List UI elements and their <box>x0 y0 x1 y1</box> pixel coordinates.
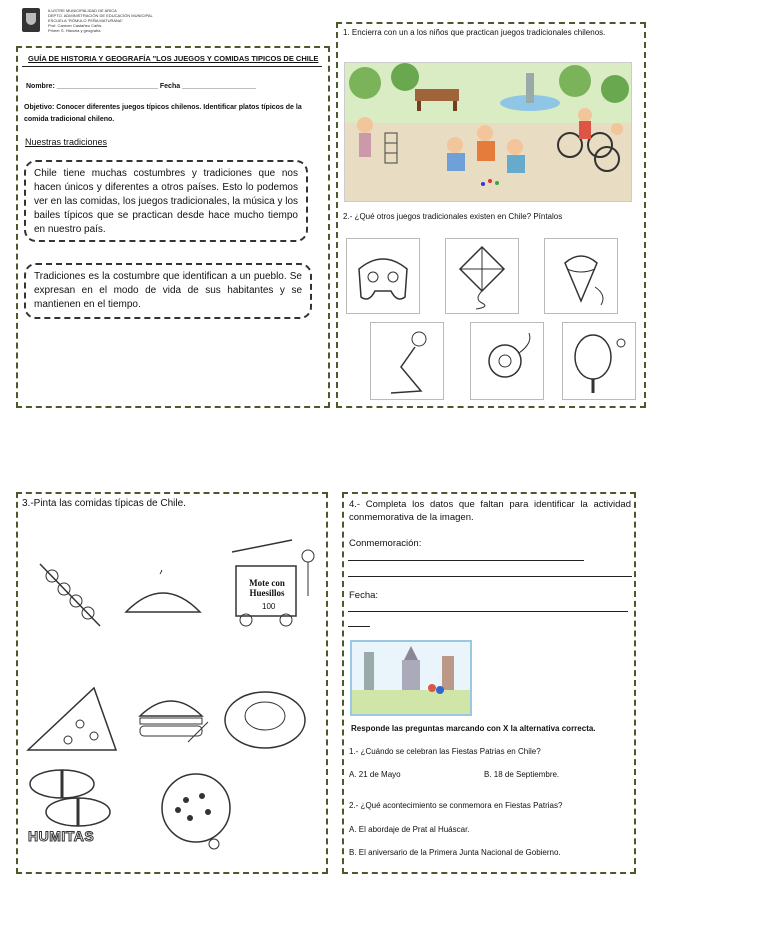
definition-box <box>24 263 312 319</box>
option-2a[interactable]: A. El abordaje de Prat al Huáscar. <box>349 825 470 834</box>
playground-scene <box>344 62 632 202</box>
answer-line[interactable] <box>348 576 632 577</box>
anticucho-icon <box>30 560 110 630</box>
option-1b[interactable]: B. 18 de Septiembre. <box>484 770 560 779</box>
empanada-icon <box>120 570 206 630</box>
answer-line[interactable] <box>348 611 628 612</box>
objective-text: Objetivo: Conocer diferentes juegos típicos chilenos. Identificar platos típicos de la comida tradicional chileno. <box>24 104 302 123</box>
humitas-label: HUMITAS <box>28 828 95 844</box>
fecha-label: Fecha: <box>349 590 379 601</box>
section-subtitle: Nuestras tradiciones <box>25 137 108 147</box>
paddle-ball-icon <box>562 322 636 400</box>
definition-text: Tradiciones es la costumbre que identifican a un pueblo. Se expresan en el modo de vida de sus habitantes y se mantienen en el tiempo. <box>34 271 302 310</box>
question-4: 4.- Completa los datos que faltan para identificar la actividad conmemorativa de la imagen. <box>349 499 631 523</box>
burger-icon <box>128 682 214 752</box>
school-line: Primer S. Historia y geografía <box>48 28 101 33</box>
cart-price: 100 <box>262 602 276 611</box>
question-3: 3.-Pinta las comidas típicas de Chile. <box>22 498 186 509</box>
question-2: 2.- ¿Qué otros juegos tradicionales existen en Chile? Píntalos <box>343 212 563 221</box>
mc-question-2: 2.- ¿Qué acontecimiento se conmemora en Fiestas Patrias? <box>349 801 563 810</box>
option-1a[interactable]: A. 21 de Mayo <box>349 770 401 779</box>
school-crest-icon <box>22 8 40 32</box>
monument-icon <box>350 640 472 716</box>
traditions-text: Chile tiene muchas costumbres y tradiciones que nos hacen únicos y diferentes a otros países. Esto lo podemos ver en las comidas, los juegos tradicionales, la música y los bailes típicos que se practican desde hace mucho tiempo en nuestro país. <box>34 168 299 235</box>
school-header <box>22 8 322 42</box>
instruction: Responde las preguntas marcando con X la alternativa correcta. <box>351 724 596 733</box>
mc-question-1: 1.- ¿Cuándo se celebran las Fiestas Patrias en Chile? <box>349 747 541 756</box>
guide-title: GUÍA DE HISTORIA Y GEOGRAFÍA "LOS JUEGOS Y COMIDAS TIPICOS DE CHILE <box>28 54 319 63</box>
porotos-icon <box>156 772 238 850</box>
joystick-icon <box>346 238 420 314</box>
kite-icon <box>445 238 519 314</box>
school-line: ILUSTRE MUNICIPALIDAD DE ARICA <box>48 8 117 13</box>
school-line: ESCUELA "RÓMULO PEÑA MATURANA" <box>48 18 124 23</box>
spinning-top-icon <box>544 238 618 314</box>
name-date-line: Nombre: __________________________ Fecha ___________________ <box>26 83 257 90</box>
option-2b[interactable]: B. El aniversario de la Primera Junta Nacional de Gobierno. <box>349 848 561 857</box>
chicken-plate-icon <box>222 682 308 752</box>
question-1: 1. Encierra con un a los niños que practican juegos tradicionales chilenos. <box>343 28 606 37</box>
title-rule <box>22 66 322 67</box>
answer-line[interactable] <box>348 626 370 627</box>
doll-icon <box>370 322 444 400</box>
school-line: DEPTO. ADMINISTRACIÓN DE EDUCACIÓN MUNICIPAL <box>48 13 153 18</box>
mote-cart-icon <box>222 536 322 630</box>
conmemoracion-label: Conmemoración: <box>349 538 422 549</box>
cart-sign: Mote con Huesillos <box>249 578 285 598</box>
school-line: Prof. Carmen Castañeo Cañis <box>48 23 102 28</box>
pizza-icon <box>24 684 120 754</box>
traditions-box <box>24 160 308 242</box>
humitas-icon <box>26 768 122 852</box>
answer-line[interactable] <box>348 560 584 561</box>
yoyo-icon <box>470 322 544 400</box>
school-info <box>48 8 153 33</box>
